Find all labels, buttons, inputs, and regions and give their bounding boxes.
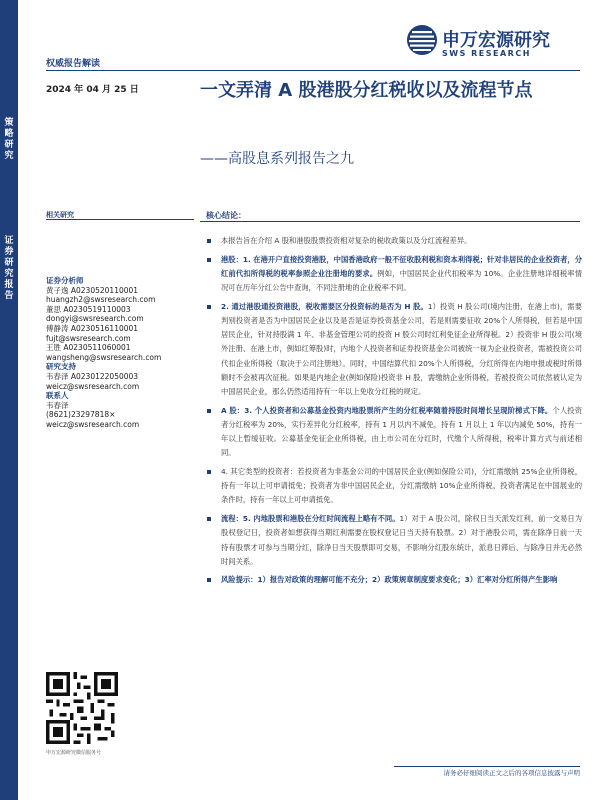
analyst-email: wangsheng@swsresearch.com [46, 352, 162, 362]
left-sidebar [0, 0, 18, 800]
analyst-entry [46, 286, 196, 305]
bullet-text: 1）对于 A 股公司，除权日当天派发红利，前一交易日为股权登记日，投资者如想获得当期红利需要在股权登记日当天持有股票。2）对于港股公司，需在除净日前一天持有股票才可参与当期分红，除净日当天股票即可交易，不影响分红股东统计，派息日滞后、与除净日并无必然时间关系。 [221, 514, 582, 566]
contact-section-label: 联系人 [46, 391, 69, 401]
bullet-bold: A 股：3. 个人投资者和公募基金投资内地股票所产生的分红税率随着持股时间增长呈现阶梯式下降。 [221, 405, 553, 415]
qr-caption: 申万宏源研究微信服务号 [46, 750, 102, 756]
analyst-name-id: 董思 A0230519110003 [46, 304, 131, 314]
sidebar-report-type-text: 证券研究报告 [4, 236, 14, 301]
contact-phone: (8621)23297818× [46, 410, 116, 420]
header-divider [46, 70, 580, 71]
bullet-text: 1）投资 H 股公司(境内注册、在港上市)，需要判别投资者是否为中国居民企业以及是否是证券投资基金公司，若是则需要征收 20%个人所得税，但若是中国居民企业，针对持股满 1 年、非基金管理公司的投资 H 股公司时红利免征企业所得税。2）投资非 H 股公司(境外注册、在港上市，例如红筹股)时，内地个人投资者和证券投资基金公司被统一视为企业投资者，需被投资公司代扣企业所得税（取决于公司注册地）。同时，中国结算代扣 20%个人所得税，分红所得在内地申报或税时所得额时不会被再次征税。如果是内地企业(例如保险)投资非 H 股，需缴纳企业所得税，若被投资公司依然被认定为中国居民企业，那么仍然适用持有一年以上免收分红税的规定。 [221, 301, 582, 397]
bullet-bold: 港股：1. 在港开户直接投资港股，中国香港政府一般不征收股利税和资本利得税；针对非居民的企业投资者，分红前代扣所得税的税率参照企业注册地的要求。 [221, 254, 582, 278]
bullet-bold: 2. 通过港股通投资港股，税收需要区分投资标的是否为 H 股。 [221, 301, 428, 311]
report-title: 一文弄清 A 股港股分红税收以及流程节点 [200, 80, 533, 101]
bullet-bold: 风险提示：1）报告对政策的理解可能不充分；2）政策规章制度要求变化；3）汇率对分红所得产生影响 [221, 575, 558, 585]
contact-name: 韦春泽 [46, 400, 69, 410]
qr-code-icon [46, 672, 118, 744]
related-research-label: 相关研究 [46, 211, 74, 219]
brand-logo [406, 24, 576, 68]
support-entry [46, 372, 196, 391]
bullet-text: 本报告旨在介绍 A 股和港股股票投资相对复杂的税收政策以及分红流程差异。 [221, 236, 472, 245]
report-date: 2024 年 04 月 25 日 [46, 85, 139, 95]
support-name-id: 韦春泽 A0230122050003 [46, 371, 139, 381]
support-email: weicz@swsresearch.com [46, 381, 140, 391]
report-subtitle: ——高股息系列报告之九 [200, 151, 354, 167]
logo-globe-icon [406, 24, 438, 56]
core-bullet-list [205, 234, 582, 592]
bullet-item [205, 465, 582, 508]
contact-email: weicz@swsresearch.com [46, 419, 140, 429]
sidebar-category-text: 策略研究 [4, 118, 14, 161]
analyst-entry [46, 305, 196, 324]
brand-name-en: SWS RESEARCH [442, 49, 531, 58]
bullet-item [205, 253, 582, 296]
footer-disclaimer: 请务必仔细阅读正文之后的各项信息披露与声明 [443, 769, 580, 777]
bullet-item [205, 404, 582, 461]
bullet-item [205, 300, 582, 399]
analyst-email: dongyi@swsresearch.com [46, 314, 144, 324]
analyst-name-id: 黄子逸 A0230520110001 [46, 285, 139, 295]
bullet-bold: 流程：5. 内地股票和港股在分红时间流程上略有不同。 [221, 514, 400, 524]
contacts-block [46, 276, 196, 430]
header-label: 权威报告解读 [46, 59, 101, 69]
analyst-section-label: 证券分析师 [46, 276, 84, 285]
analyst-entry [46, 324, 196, 343]
core-divider [200, 221, 580, 222]
bullet-text: 个人投资者分红税率为 20%，实行差异化分红税率，持有 1 月以内不减免，持有 1 月以上 1 年以内减免 50%，持有一年以上暂缓征收。公募基金免征企业所得税，由上市公司在分红时，代缴个人所得税，税率计算方式与前述相同。 [221, 405, 583, 458]
analyst-name-id: 傅静涛 A0230516110001 [46, 323, 139, 333]
analyst-name-id: 王胜 A0230511060001 [46, 343, 131, 353]
bullet-text: 例如，中国居民企业代扣税率为 10%。企业注册地详细税率情况可在历年分红公告中查询，不同注册地的企业税率不同。 [221, 268, 582, 293]
bullet-item [205, 234, 582, 248]
bullet-item [205, 512, 582, 569]
bullet-item [205, 573, 582, 587]
analyst-email: fujt@swsresearch.com [46, 333, 131, 343]
brand-name-cn: 申万宏源研究 [442, 30, 550, 51]
bullet-text: 4. 其它类型的投资者：若投资者为非基金公司的中国居民企业(例如保险公司)，分红需缴纳 25%企业所得税，持有一年以上可申请抵免；投资者为非中国居民企业，分红需缴纳 10%企业所得税，投资者满足在中国展业的条件时，持有一年以上可申请抵免。 [221, 467, 582, 505]
analyst-entry [46, 343, 196, 362]
related-divider [46, 219, 194, 220]
support-section-label: 研究支持 [46, 362, 76, 372]
footer-divider [394, 766, 580, 767]
analyst-email: huangzh2@swsresearch.com [46, 295, 156, 305]
core-conclusion-label: 核心结论： [206, 211, 246, 220]
